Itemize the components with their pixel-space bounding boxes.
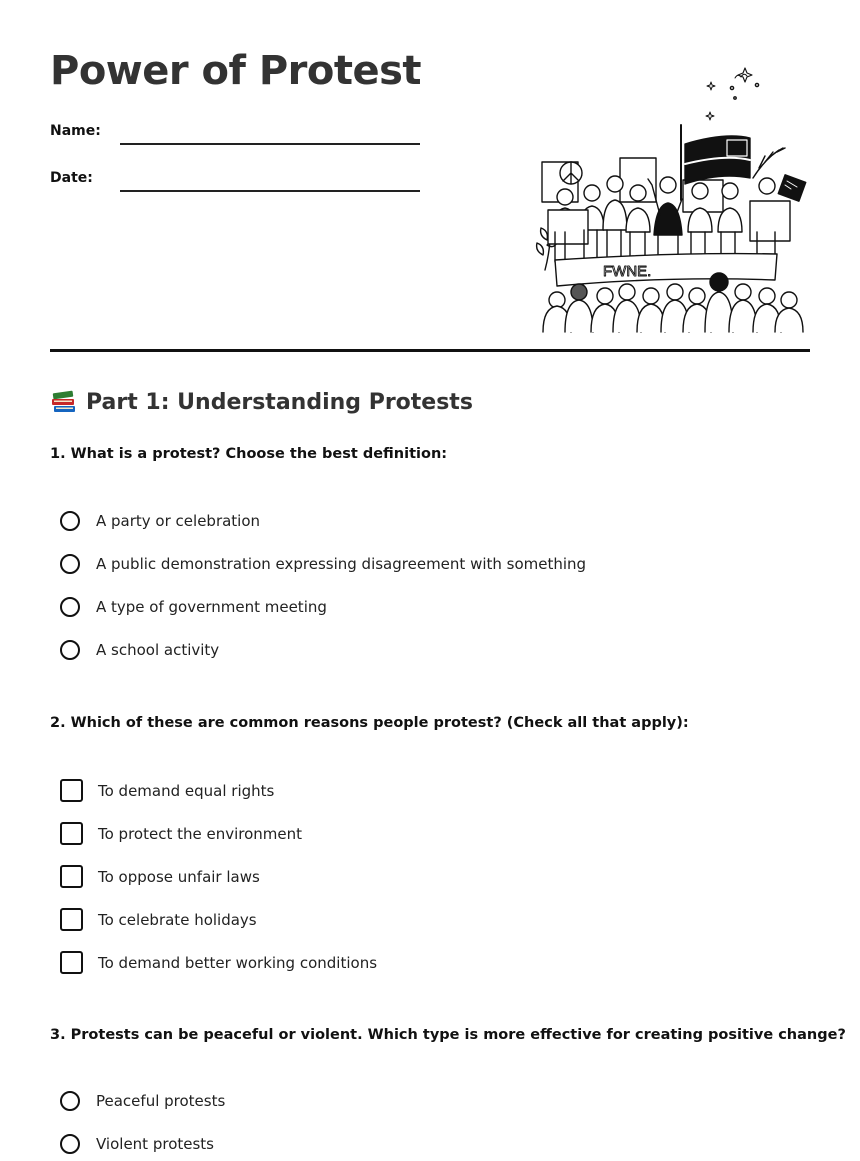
q1-option-3[interactable] [60, 597, 327, 617]
radio-button[interactable] [60, 640, 80, 660]
option-label: A public demonstration expressing disagreement with something [96, 555, 587, 573]
question-2: 2. Which of these are common reasons people protest? (Check all that apply): [50, 715, 689, 731]
radio-button[interactable] [60, 1134, 80, 1154]
option-label: A type of government meeting [96, 598, 327, 616]
option-label: Violent protests [96, 1135, 214, 1153]
q2-option-2[interactable] [60, 822, 302, 845]
checkbox[interactable] [60, 822, 83, 845]
q2-option-4[interactable] [60, 908, 257, 931]
option-label: To celebrate holidays [98, 910, 257, 929]
name-label: Name: [50, 123, 101, 139]
question-3: 3. Protests can be peaceful or violent. Which type is more effective for creating positive change? [50, 1027, 846, 1043]
part1-title: Part 1: Understanding Protests [86, 389, 473, 415]
radio-button[interactable] [60, 554, 80, 574]
option-label: To oppose unfair laws [98, 867, 260, 886]
radio-button[interactable] [60, 1091, 80, 1111]
option-label: To demand better working conditions [98, 953, 378, 972]
checkbox[interactable] [60, 908, 83, 931]
question-1: 1. What is a protest? Choose the best definition: [50, 446, 448, 462]
q3-option-2[interactable] [60, 1134, 214, 1154]
q2-option-1[interactable] [60, 779, 274, 802]
protest-crowd-illustration [535, 60, 815, 335]
date-label: Date: [50, 170, 93, 186]
q3-option-1[interactable] [60, 1091, 225, 1111]
option-label: Peaceful protests [96, 1092, 226, 1110]
q2-option-3[interactable] [60, 865, 260, 888]
part1-heading [50, 388, 473, 416]
date-field[interactable] [120, 190, 420, 192]
q2-option-5[interactable] [60, 951, 377, 974]
option-label: To protect the environment [98, 824, 303, 843]
q1-option-4[interactable] [60, 640, 219, 660]
name-field[interactable] [120, 143, 420, 145]
checkbox[interactable] [60, 951, 83, 974]
q1-option-2[interactable] [60, 554, 586, 574]
section-divider [50, 349, 810, 352]
checkbox[interactable] [60, 779, 83, 802]
banner-text: FWNE. [603, 263, 652, 280]
checkbox[interactable] [60, 865, 83, 888]
radio-button[interactable] [60, 597, 80, 617]
option-label: To demand equal rights [98, 781, 275, 800]
option-label: A party or celebration [96, 512, 261, 530]
radio-button[interactable] [60, 511, 80, 531]
books-icon [50, 388, 78, 416]
q1-option-1[interactable] [60, 511, 260, 531]
page-title: Power of Protest [50, 48, 422, 94]
option-label: A school activity [96, 641, 220, 659]
